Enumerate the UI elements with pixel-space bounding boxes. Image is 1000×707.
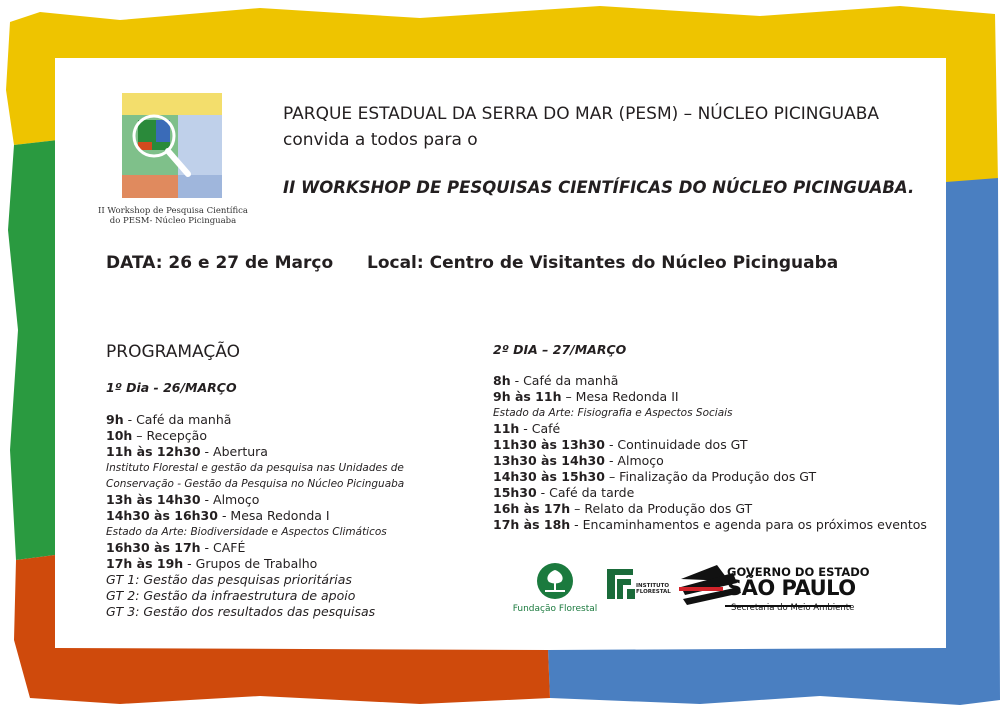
schedule-time: 11h30 às 13h30 xyxy=(493,437,605,452)
schedule-item xyxy=(493,421,927,437)
schedule-time: 14h30 às 16h30 xyxy=(106,508,218,523)
instituto-label-line1: INSTITUTO xyxy=(636,583,670,589)
schedule-activity: - Almoço xyxy=(604,453,664,468)
schedule-activity: - CAFÉ xyxy=(200,540,246,555)
day2-schedule xyxy=(493,373,927,533)
event-date: DATA: 26 e 27 de Março xyxy=(106,253,334,273)
schedule-time: 14h30 às 15h30 xyxy=(493,469,605,484)
schedule-time: 11h xyxy=(493,421,520,436)
schedule-time: 13h30 às 14h30 xyxy=(493,453,605,468)
schedule-activity: - Café da manhã xyxy=(510,373,619,388)
schedule-activity: - Café xyxy=(519,421,561,436)
schedule-item xyxy=(106,492,404,508)
schedule-item xyxy=(493,373,927,389)
tree-icon xyxy=(535,562,575,600)
schedule-item xyxy=(493,501,927,517)
schedule-item xyxy=(106,556,404,572)
park-title: PARQUE ESTADUAL DA SERRA DO MAR (PESM) – NÚCLEO PICINGUABA xyxy=(283,104,880,124)
program-title: PROGRAMAÇÃO xyxy=(106,342,240,362)
schedule-time: 17h às 19h xyxy=(106,556,184,571)
day2-title: 2º DIA – 27/MARÇO xyxy=(493,342,627,357)
schedule-item xyxy=(493,517,927,533)
fundacao-florestal-logo xyxy=(510,562,600,622)
schedule-time: 13h às 14h30 xyxy=(106,492,201,507)
schedule-item xyxy=(493,389,927,405)
schedule-note: Estado da Arte: Fisiografia e Aspectos Sociais xyxy=(493,407,733,419)
day1-title: 1º Dia - 26/MARÇO xyxy=(106,380,237,395)
schedule-activity: - Almoço xyxy=(200,492,260,507)
schedule-time: 11h às 12h30 xyxy=(106,444,201,459)
schedule-item xyxy=(106,412,404,428)
logo-caption xyxy=(88,206,258,226)
schedule-item xyxy=(106,540,404,556)
schedule-activity: - Mesa Redonda I xyxy=(217,508,330,523)
instituto-label-line2: FLORESTAL xyxy=(636,589,671,595)
frame-green xyxy=(8,140,58,560)
schedule-time: 16h às 17h xyxy=(493,501,571,516)
schedule-time: 15h30 xyxy=(493,485,537,500)
instituto-florestal-label xyxy=(636,583,671,595)
schedule-item xyxy=(493,469,927,485)
schedule-item xyxy=(493,453,927,469)
fundacao-florestal-label: Fundação Florestal xyxy=(512,604,598,614)
schedule-note: Estado da Arte: Biodiversidade e Aspectos Climáticos xyxy=(106,526,387,538)
schedule-activity: - Encaminhamentos e agenda para os próximos eventos xyxy=(570,517,927,532)
governo-label: GOVERNO DO ESTADO xyxy=(727,565,870,579)
schedule-time: 17h às 18h xyxy=(493,517,571,532)
invitation-text: convida a todos para o xyxy=(283,130,478,150)
schedule-activity: - Café da manhã xyxy=(123,412,232,427)
working-group: GT 1: Gestão das pesquisas prioritárias xyxy=(106,572,352,587)
schedule-item xyxy=(493,437,927,453)
schedule-activity: – Finalização da Produção dos GT xyxy=(604,469,817,484)
workshop-title: II WORKSHOP DE PESQUISAS CIENTÍFICAS DO NÚCLEO PICINGUABA. xyxy=(283,178,915,197)
schedule-item xyxy=(493,485,927,501)
sao-paulo-label: SÃO PAULO xyxy=(727,576,856,600)
schedule-note: Conservação - Gestão da Pesquisa no Núcleo Picinguaba xyxy=(106,478,405,490)
working-group: GT 3: Gestão dos resultados das pesquisas xyxy=(106,604,376,619)
schedule-time: 9h xyxy=(106,412,124,427)
schedule-activity: – Relato da Produção dos GT xyxy=(570,501,753,516)
logo-caption-line2: do PESM- Núcleo Picinguaba xyxy=(109,216,237,226)
schedule-activity: – Recepção xyxy=(132,428,207,443)
schedule-activity: - Abertura xyxy=(200,444,268,459)
logo-caption-line1: II Workshop de Pesquisa Científica xyxy=(97,206,249,216)
schedule-item xyxy=(106,508,404,524)
schedule-time: 10h xyxy=(106,428,133,443)
event-location: Local: Centro de Visitantes do Núcleo Picinguaba xyxy=(367,253,839,273)
schedule-item xyxy=(106,428,404,444)
secretaria-label: Secretaria do Meio Ambiente xyxy=(731,603,855,613)
schedule-note: Instituto Florestal e gestão da pesquisa nas Unidades de xyxy=(106,462,404,474)
schedule-activity: – Mesa Redonda II xyxy=(561,389,679,404)
working-group: GT 2: Gestão da infraestrutura de apoio xyxy=(106,588,356,603)
schedule-activity: - Café da tarde xyxy=(536,485,635,500)
schedule-item xyxy=(106,444,404,460)
schedule-activity: - Continuidade dos GT xyxy=(604,437,748,452)
schedule-time: 16h30 às 17h xyxy=(106,540,201,555)
schedule-time: 9h às 11h xyxy=(493,389,562,404)
schedule-time: 8h xyxy=(493,373,511,388)
day1-schedule xyxy=(106,412,404,620)
schedule-activity: - Grupos de Trabalho xyxy=(183,556,318,571)
